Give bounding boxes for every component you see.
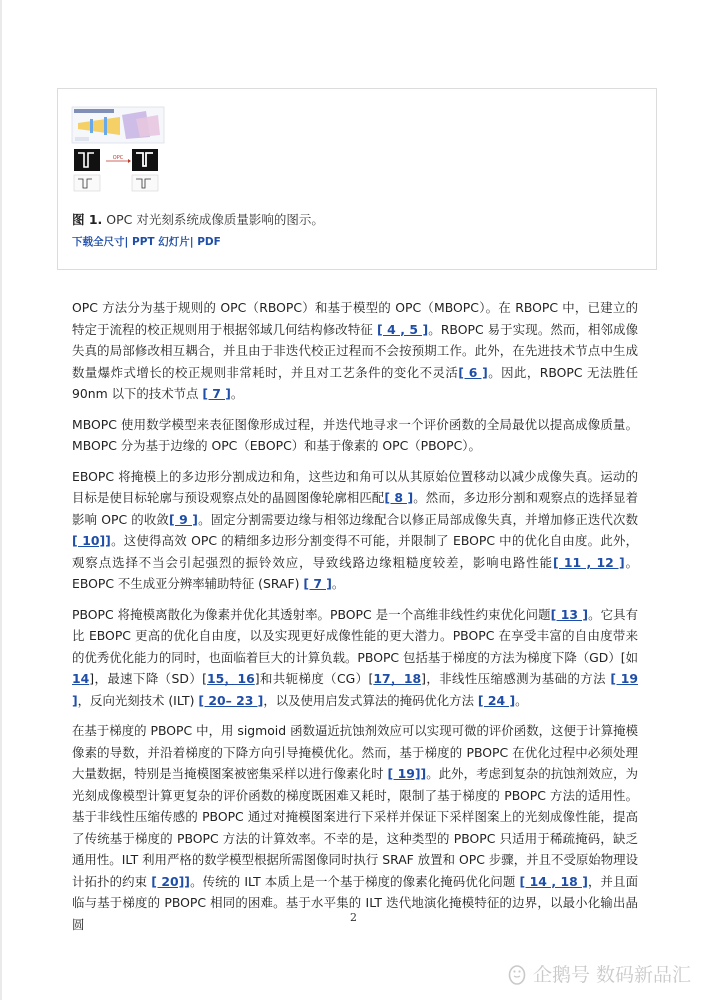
link-separator: | bbox=[189, 236, 194, 248]
paragraph-text: ]，非线性压缩感测为基础的方法 bbox=[421, 671, 611, 686]
paragraph-text: 。因此，RBOPC 无法胜任 90nm 以下的技术节点 bbox=[72, 364, 638, 401]
citation-link[interactable]: [ 24 ] bbox=[477, 692, 516, 708]
link-separator: | bbox=[124, 236, 129, 248]
paragraph-text: 。固定分割需要边缘与相邻边缘配合以修正局部成像失真，并增加修正迭代次数 bbox=[197, 511, 638, 527]
paragraph-text: ，以及使用启发式算法的掩码优化方法 bbox=[263, 692, 478, 708]
paragraph-text: 。此外，考虑到复杂的抗蚀剂效应，为光刻成像模型计算更复杂的评价函数的梯度既困难又耗时，限制了基于梯度的 PBOPC 方法的适用性。基于非线性压缩传感的 PBOPC 通过对掩模图案进行下采样并保证下采样图案上的光刻成像性能，提高了传统基于梯度的 PBOPC 方法的计算效率。不幸的是，这种类型的 PBOPC 只适用于稀疏掩码，缺乏通用性。ILT 利用严格的数学模型根据所需图像同时执行 SRAF 放置和 OPC 步骤，并且不受原始物理设计拓扑的约束 bbox=[72, 766, 639, 889]
paragraph-text: 在基于梯度的 PBOPC 中，用 sigmoid 函数逼近抗蚀剂效应可以实现可微的评价函数，这便于计算掩模像素的导数，并沿着梯度的下降方向引导掩模优化。然而，基于梯度的 PBOPC 在优化过程中必须处理大量数据，特别是当掩模图案被密集采样以进行像素化时 bbox=[72, 723, 638, 781]
article-body bbox=[72, 297, 638, 944]
citation-link[interactable]: [ 10]] bbox=[72, 533, 111, 548]
citation-link[interactable]: [ 20]] bbox=[151, 873, 190, 889]
citation-link[interactable]: [ 6 ] bbox=[458, 364, 488, 380]
paragraph-text: ]和共轭梯度（CG）[ bbox=[254, 671, 374, 686]
citation-link[interactable]: [ 14 , 18 ] bbox=[519, 873, 588, 889]
citation-link[interactable]: 15，16 bbox=[207, 671, 255, 686]
paragraph-text: 。 bbox=[331, 576, 345, 591]
paragraph-text: OPC 方法分为基于规则的 OPC（RBOPC）和基于模型的 OPC（MBOPC）。在 RBOPC 中，已建立的特定于流程的校正规则用于根据邻域几何结构修改特征 bbox=[72, 300, 638, 337]
paragraph-text: ，并且面临与基于梯度的 PBOPC 相同的困难。基于水平集的 ILT 迭代地演化掩模特征的边界，以最小化输出晶圆 bbox=[72, 873, 639, 932]
figure-panel bbox=[57, 88, 657, 270]
citation-link[interactable]: 17，18 bbox=[373, 671, 422, 686]
page-edge bbox=[0, 0, 2, 1000]
page-number: 2 bbox=[350, 911, 357, 924]
paragraph bbox=[72, 414, 638, 457]
citation-link[interactable]: [ 19 ] bbox=[72, 671, 638, 708]
paragraph bbox=[72, 604, 638, 712]
citation-link[interactable]: [ 13 ] bbox=[550, 606, 589, 622]
paragraph-text: 。传统的 ILT 本质上是一个基于梯度的像素化掩码优化问题 bbox=[189, 873, 520, 889]
paragraph-text: EBOPC 将掩模上的多边形分割成边和角，这些边和角可以从其原始位置移动以减少成像失真。运动的目标是使目标轮廓与预设观察点处的晶圆图像轮廓相匹配 bbox=[72, 468, 638, 505]
download-full-size-link[interactable]: 下载全尺寸 bbox=[72, 236, 125, 248]
citation-link[interactable]: [ 7 ] bbox=[202, 386, 231, 401]
citation-link[interactable]: 14 bbox=[72, 671, 90, 686]
figure-thumbnail[interactable] bbox=[70, 105, 166, 193]
citation-link[interactable]: [ 20– 23 ] bbox=[198, 692, 264, 708]
paragraph-text: ，反向光刻技术 (ILT) bbox=[77, 692, 199, 708]
watermark bbox=[507, 960, 691, 987]
paragraph-text: MBOPC 使用数学模型来表征图像形成过程，并迭代地寻求一个评价函数的全局最优以提高成像质量。MBOPC 分为基于边缘的 OPC（EBOPC）和基于像素的 OPC（PBOPC）。 bbox=[72, 416, 638, 453]
figure-links bbox=[72, 234, 221, 249]
paragraph-text: PBOPC 将掩模离散化为像素并优化其透射率。PBOPC 是一个高维非线性约束优化问题 bbox=[72, 606, 551, 622]
paragraph-text: 。然而，多边形分割和观察点的选择显着影响 OPC 的收敛 bbox=[72, 490, 639, 527]
paragraph-text: 。 bbox=[515, 692, 528, 708]
ppt-slide-link[interactable]: PPT 幻灯片 bbox=[128, 236, 190, 248]
penguin-logo-icon bbox=[507, 963, 527, 985]
pdf-link[interactable]: PDF bbox=[193, 236, 221, 248]
paragraph bbox=[72, 297, 638, 405]
watermark-text: 企鹅号 数码新品汇 bbox=[532, 964, 691, 986]
paragraph-text: 。这使得高效 OPC 的精细多边形分割变得不可能，并限制了 EBOPC 中的优化自由度。此外，观察点选择不当会引起强烈的振铃效应，导致线路边缘粗糙度较差，影响电路性能 bbox=[72, 533, 639, 570]
citation-link[interactable]: [ 4 , 5 ] bbox=[377, 321, 429, 337]
citation-link[interactable]: [ 9 ] bbox=[168, 511, 198, 527]
paragraph-text: 。 bbox=[230, 386, 244, 401]
paragraph bbox=[72, 720, 638, 935]
paragraph-text: 。RBOPC 易于实现。然而，相邻成像失真的局部修改相互耦合，并且由于非迭代校正过程而不会按预期工作。此外，在先进技术节点中生成数量爆炸式增长的校正规则非常耗时，并且对工艺条件的变化不灵活 bbox=[72, 321, 638, 380]
paragraph bbox=[72, 466, 638, 595]
citation-link[interactable]: [ 8 ] bbox=[384, 490, 414, 505]
paragraph-text: 。它具有比 EBOPC 更高的优化自由度，以及实现更好成像性能的更大潜力。PBOPC 在享受丰富的自由度带来的优秀优化能力的同时，也面临着巨大的计算负载。PBOPC 包括基于梯度的方法为梯度下降（GD）[如 bbox=[72, 606, 639, 665]
svg-text:OPC: OPC bbox=[112, 155, 124, 161]
paragraph-text: 。EBOPC 不生成亚分辨率辅助特征 (SRAF) bbox=[72, 554, 639, 591]
figure-label: 图 1. bbox=[72, 212, 103, 227]
figure-caption-text: OPC 对光刻系统成像质量影响的图示。 bbox=[102, 212, 324, 227]
citation-link[interactable]: [ 7 ] bbox=[303, 576, 332, 591]
citation-link[interactable]: [ 11 , 12 ] bbox=[552, 554, 625, 570]
figure-caption bbox=[72, 210, 324, 228]
paragraph-text: ]，最速下降（SD）[ bbox=[89, 671, 207, 686]
citation-link[interactable]: [ 19]] bbox=[387, 766, 427, 781]
